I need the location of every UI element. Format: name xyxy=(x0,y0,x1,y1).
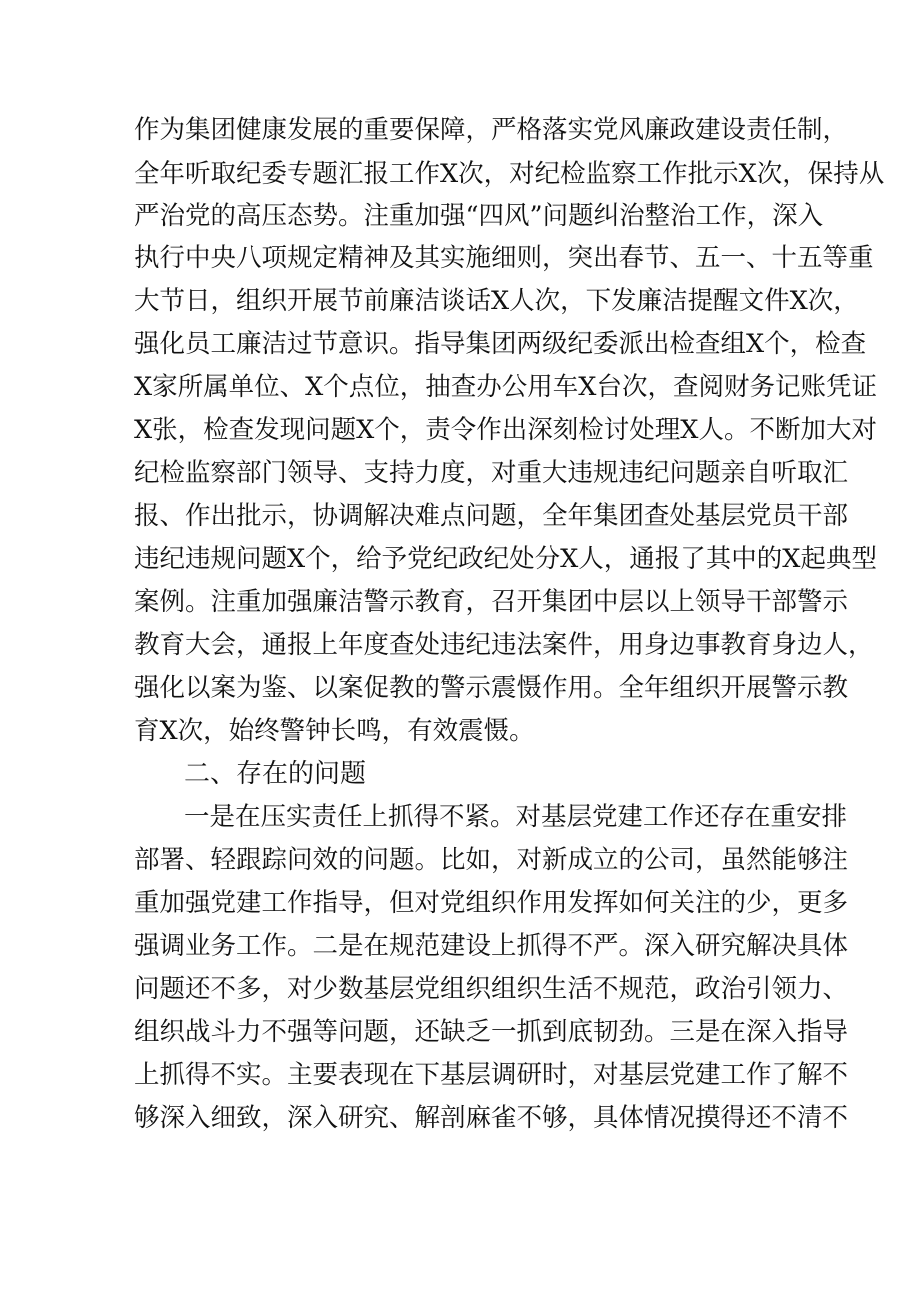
paragraph-line: 案例。注重加强廉洁警示教育，召开集团中层以上领导干部警示 xyxy=(134,587,849,617)
paragraph-line: X家所属单位、X个点位，抽查办公用车X台次，查阅财务记账凭证 xyxy=(134,372,877,402)
paragraph-line: 够深入细致，深入研究、解剖麻雀不够，具体情况摸得还不清不 xyxy=(134,1103,849,1133)
paragraph-line: X张，检查发现问题X个，责令作出深刻检讨处理X人。不断加大对 xyxy=(134,415,877,445)
paragraph-line: 育X次，始终警钟长鸣，有效震慑。 xyxy=(134,716,535,746)
paragraph-line: 报、作出批示，协调解决难点问题，全年集团查处基层党员干部 xyxy=(134,501,849,531)
paragraph-line: 强化以案为鉴、以案促教的警示震慑作用。全年组织开展警示教 xyxy=(134,673,849,703)
paragraph-line: 教育大会，通报上年度查处违纪违法案件，用身边事教育身边人， xyxy=(134,630,874,660)
paragraph-line: 重加强党建工作指导，但对党组织作用发挥如何关注的少，更多 xyxy=(134,888,849,918)
paragraph-line: 上抓得不实。主要表现在下基层调研时，对基层党建工作了解不 xyxy=(134,1060,849,1090)
paragraph-line: 作为集团健康发展的重要保障，严格落实党风廉政建设责任制， xyxy=(134,115,849,145)
paragraph-line: 违纪违规问题X个，给予党纪政纪处分X人，通报了其中的X起典型 xyxy=(134,544,877,574)
paragraph-line: 执行中央八项规定精神及其实施细则，突出春节、五一、十五等重 xyxy=(134,243,874,273)
paragraph-line: 强调业务工作。二是在规范建设上抓得不严。深入研究解决具体 xyxy=(134,931,849,961)
paragraph-line: 一是在压实责任上抓得不紧。对基层党建工作还存在重安排 xyxy=(184,802,848,832)
paragraph-line: 大节日，组织开展节前廉洁谈话X人次，下发廉洁提醒文件X次， xyxy=(134,286,859,316)
paragraph-line: 强化员工廉洁过节意识。指导集团两级纪委派出检查组X个，检查 xyxy=(134,329,867,359)
section-heading: 二、存在的问题 xyxy=(184,759,367,789)
paragraph-line: 纪检监察部门领导、支持力度，对重大违规违纪问题亲自听取汇 xyxy=(134,458,849,488)
paragraph-line: 部署、轻跟踪问效的问题。比如，对新成立的公司，虽然能够注 xyxy=(134,845,849,875)
paragraph-line: 严治党的高压态势。注重加强“四风”问题纠治整治工作，深入 xyxy=(134,201,824,231)
paragraph-line: 问题还不多，对少数基层党组织组织生活不规范，政治引领力、 xyxy=(134,974,849,1004)
paragraph-line: 组织战斗力不强等问题，还缺乏一抓到底韧劲。三是在深入指导 xyxy=(134,1017,849,1047)
paragraph-line: 全年听取纪委专题汇报工作X次，对纪检监察工作批示X次，保持从 xyxy=(134,159,885,189)
